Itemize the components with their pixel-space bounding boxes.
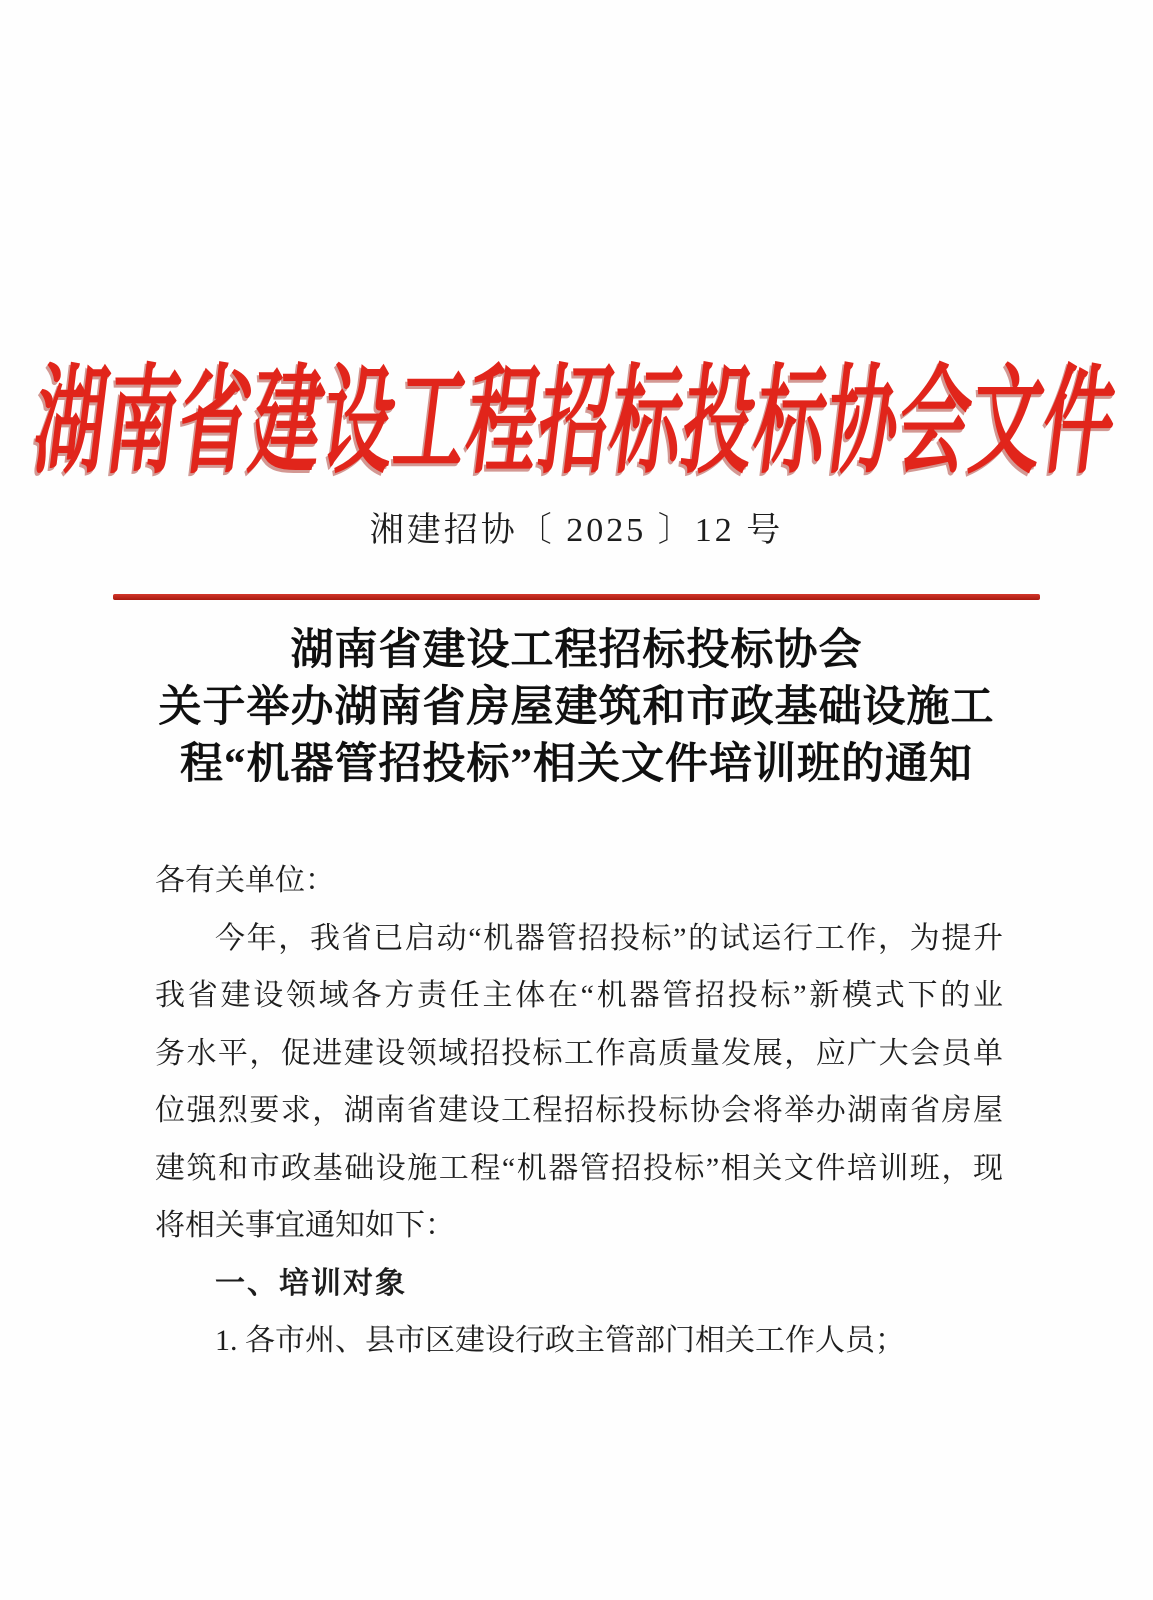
- document-reference-number: 湘建招协〔 2025 〕12 号: [369, 512, 784, 549]
- salutation: 各有关单位：: [155, 864, 335, 897]
- paragraph-line: 务水平，促进建设领域招投标工作高质量发展，应广大会员单: [155, 1036, 1003, 1070]
- paragraph-line: 将相关事宜通知如下：: [155, 1209, 455, 1242]
- document-body: [155, 852, 1003, 1370]
- red-header-banner: [0, 326, 1153, 496]
- red-divider-rule: [113, 594, 1040, 600]
- paragraph-line: 位强烈要求，湖南省建设工程招标投标协会将举办湖南省房屋: [155, 1094, 1003, 1127]
- issuing-org-banner-title: 湖南省建设工程招标投标协会文件: [27, 357, 1124, 488]
- paragraph-line: 我省建设领域各方责任主体在“机器管招投标”新模式下的业: [155, 979, 1003, 1012]
- document-title-line-3: 程“机器管招投标”相关文件培训班的通知: [180, 741, 973, 788]
- document-title-line-1: 湖南省建设工程招标投标协会: [290, 627, 863, 674]
- section-heading-training-targets: 一、培训对象: [215, 1266, 407, 1300]
- paragraph-line: 建筑和市政基础设施工程“机器管招投标”相关文件培训班，现: [155, 1151, 1003, 1185]
- list-item: 1. 各市州、县市区建设行政主管部门相关工作人员；: [215, 1324, 905, 1357]
- paragraph-line: 今年，我省已启动“机器管招投标”的试运行工作，为提升: [215, 921, 1003, 955]
- document-title-line-2: 关于举办湖南省房屋建筑和市政基础设施工: [158, 684, 995, 731]
- document-title: [0, 622, 1153, 793]
